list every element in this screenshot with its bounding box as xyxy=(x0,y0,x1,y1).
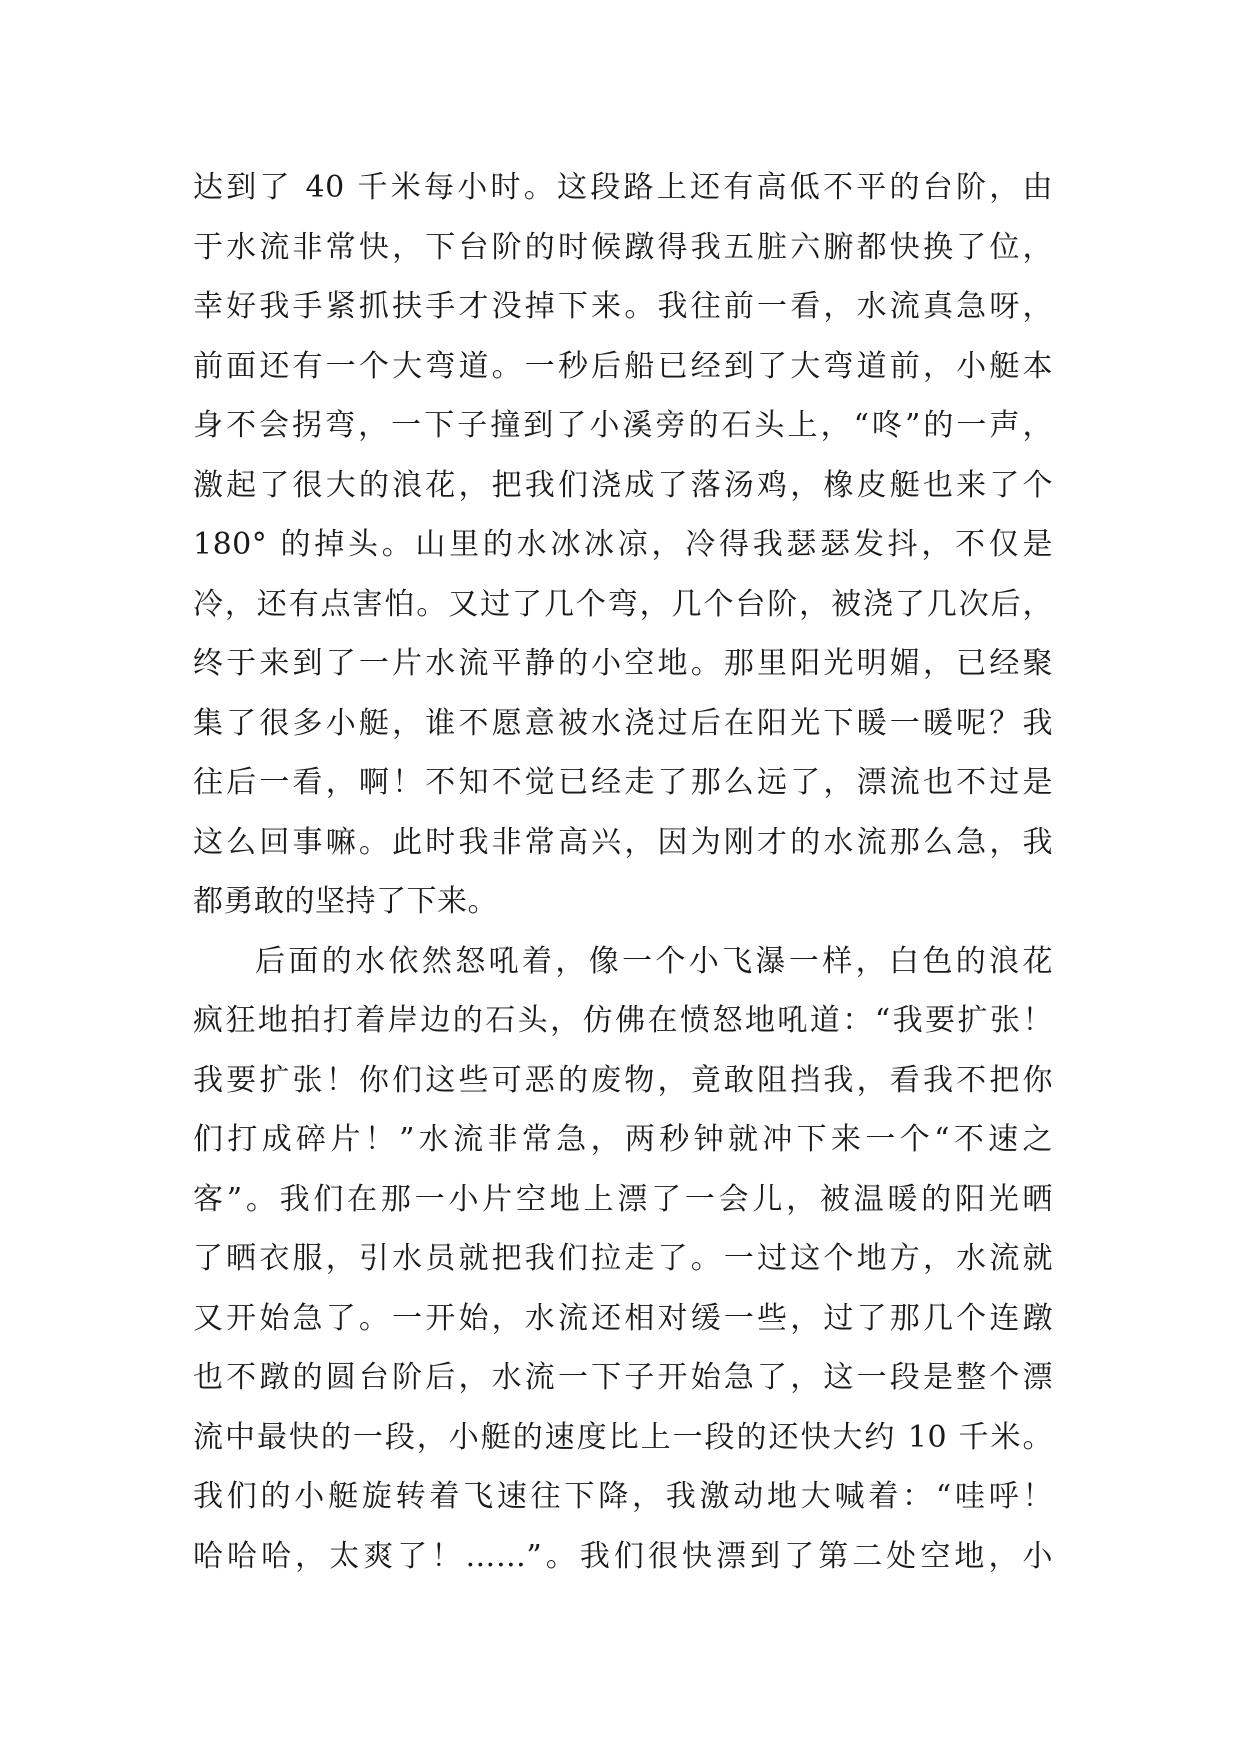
text-line: 都勇敢的坚持了下来。 xyxy=(193,884,498,919)
text-line: 又开始急了。一开始，水流还相对缓一些，过了那几个连蹾 xyxy=(193,1300,1053,1336)
text-line: 身不会拐弯，一下子撞到了小溪旁的石头上，“咚”的一声， xyxy=(193,408,1053,443)
text-line: 客”。我们在那一小片空地上漂了一会儿，被温暖的阳光晒 xyxy=(193,1181,1053,1217)
text-line: 达到了 40 千米每小时。这段路上还有高低不平的台阶，由 xyxy=(193,170,1053,205)
text-line: 终于来到了一片水流平静的小空地。那里阳光明媚，已经聚 xyxy=(193,646,1053,681)
text-line: 这么回事嘛。此时我非常高兴，因为刚才的水流那么急，我 xyxy=(193,824,1053,860)
text-line: 180° 的掉头。山里的水冰冰凉，冷得我瑟瑟发抖，不仅是 xyxy=(193,527,1053,562)
text-line: 们打成碎片！”水流非常急，两秒钟就冲下来一个“不速之 xyxy=(193,1122,1053,1157)
text-line: 了晒衣服，引水员就把我们拉走了。一过这个地方，水流就 xyxy=(193,1241,1053,1276)
paragraph-2 xyxy=(193,932,1053,1587)
text-line: 哈哈哈，太爽了！……”。我们很快漂到了第二处空地，小 xyxy=(193,1538,1053,1574)
text-line: 激起了很大的浪花，把我们浇成了落汤鸡，橡皮艇也来了个 xyxy=(193,467,1053,503)
text-line: 幸好我手紧抓扶手才没掉下来。我往前一看，水流真急呀， xyxy=(193,289,1053,324)
text-line: 集了很多小艇，谁不愿意被水浇过后在阳光下暖一暖呢？我 xyxy=(193,705,1053,741)
text-line: 前面还有一个大弯道。一秒后船已经到了大弯道前，小艇本 xyxy=(193,348,1053,384)
text-line: 后面的水依然怒吼着，像一个小飞瀑一样，白色的浪花 xyxy=(255,943,1053,979)
text-line: 冷，还有点害怕。又过了几个弯，几个台阶，被浇了几次后， xyxy=(193,586,1053,622)
text-line: 疯狂地拍打着岸边的石头，仿佛在愤怒地吼道：“我要扩张！ xyxy=(193,1003,1053,1038)
paragraph-1 xyxy=(193,158,1053,932)
text-line: 于水流非常快，下台阶的时候蹾得我五脏六腑都快换了位， xyxy=(193,229,1053,265)
text-line: 也不蹾的圆台阶后，水流一下子开始急了，这一段是整个漂 xyxy=(193,1360,1053,1395)
body-text xyxy=(193,158,1053,1586)
text-line: 往后一看，啊！不知不觉已经走了那么远了，漂流也不过是 xyxy=(193,765,1053,800)
text-line: 我要扩张！你们这些可恶的废物，竟敢阻挡我，看我不把你 xyxy=(193,1062,1053,1098)
text-line: 我们的小艇旋转着飞速往下降，我激动地大喊着：“哇呼！ xyxy=(193,1479,1053,1514)
text-line: 流中最快的一段，小艇的速度比上一段的还快大约 10 千米。 xyxy=(193,1419,1053,1455)
